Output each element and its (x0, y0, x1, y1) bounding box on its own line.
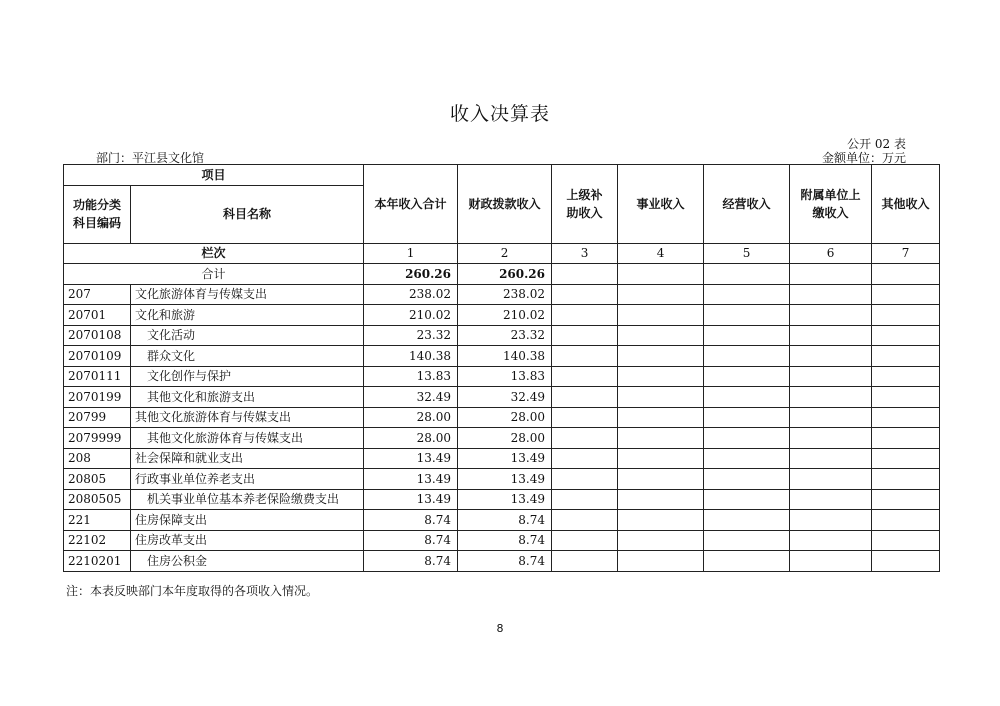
column-index-1: 1 (364, 243, 458, 264)
empty-cell (872, 366, 940, 387)
header-col-6: 附属单位上缴收入 (790, 165, 872, 244)
row-name: 群众文化 (131, 346, 364, 367)
column-index-7: 7 (872, 243, 940, 264)
empty-cell (704, 530, 790, 551)
table-row (64, 510, 940, 531)
empty-cell (790, 530, 872, 551)
row-name: 机关事业单位基本养老保险缴费支出 (131, 489, 364, 510)
table-row (64, 346, 940, 367)
empty-cell (872, 489, 940, 510)
empty-cell (790, 469, 872, 490)
table-row (64, 448, 940, 469)
empty-cell (872, 469, 940, 490)
header-col-3: 上级补助收入 (552, 165, 618, 244)
row-total: 28.00 (364, 428, 458, 449)
empty-cell (618, 530, 704, 551)
empty-cell (790, 284, 872, 305)
empty-cell (552, 428, 618, 449)
income-table (63, 164, 940, 572)
header-code: 功能分类科目编码 (64, 185, 131, 243)
empty-cell (872, 264, 940, 285)
table-row (64, 305, 940, 326)
column-index-6: 6 (790, 243, 872, 264)
row-code: 2210201 (64, 551, 131, 572)
empty-cell (704, 284, 790, 305)
row-code: 2070109 (64, 346, 131, 367)
row-name: 住房保障支出 (131, 510, 364, 531)
row-code: 20799 (64, 407, 131, 428)
row-code: 20805 (64, 469, 131, 490)
row-code: 207 (64, 284, 131, 305)
table-note: 注：本表反映部门本年度取得的各项收入情况。 (66, 584, 319, 598)
empty-cell (790, 325, 872, 346)
row-fiscal: 238.02 (458, 284, 552, 305)
table-row (64, 428, 940, 449)
row-code: 2070199 (64, 387, 131, 408)
row-name: 文化活动 (131, 325, 364, 346)
row-total: 32.49 (364, 387, 458, 408)
table-row (64, 407, 940, 428)
row-total: 13.49 (364, 448, 458, 469)
empty-cell (872, 325, 940, 346)
empty-cell (618, 305, 704, 326)
form-code: 公开 02 表 (847, 137, 906, 151)
row-code: 2070111 (64, 366, 131, 387)
row-fiscal: 8.74 (458, 551, 552, 572)
row-total: 23.32 (364, 325, 458, 346)
empty-cell (704, 407, 790, 428)
row-total: 13.49 (364, 469, 458, 490)
empty-cell (872, 510, 940, 531)
empty-cell (618, 489, 704, 510)
unit-label: 金额单位：万元 (821, 151, 906, 165)
empty-cell (618, 428, 704, 449)
empty-cell (552, 469, 618, 490)
header-name: 科目名称 (131, 185, 364, 243)
empty-cell (790, 489, 872, 510)
row-total: 210.02 (364, 305, 458, 326)
column-index-3: 3 (552, 243, 618, 264)
empty-cell (618, 366, 704, 387)
empty-cell (790, 428, 872, 449)
empty-cell (872, 530, 940, 551)
empty-cell (790, 407, 872, 428)
empty-cell (872, 428, 940, 449)
empty-cell (618, 346, 704, 367)
table-row (64, 551, 940, 572)
empty-cell (704, 264, 790, 285)
row-fiscal: 13.83 (458, 366, 552, 387)
empty-cell (704, 346, 790, 367)
department-label: 部门：平江县文化馆 (96, 151, 205, 165)
empty-cell (790, 366, 872, 387)
empty-cell (872, 346, 940, 367)
empty-cell (790, 387, 872, 408)
empty-cell (872, 284, 940, 305)
header-item: 项目 (64, 165, 364, 186)
table-row (64, 469, 940, 490)
empty-cell (872, 305, 940, 326)
row-fiscal: 210.02 (458, 305, 552, 326)
row-fiscal: 13.49 (458, 469, 552, 490)
row-name: 文化创作与保护 (131, 366, 364, 387)
header-col-7: 其他收入 (872, 165, 940, 244)
empty-cell (552, 325, 618, 346)
row-fiscal: 23.32 (458, 325, 552, 346)
row-total: 28.00 (364, 407, 458, 428)
page-number: 8 (496, 622, 504, 635)
empty-cell (552, 530, 618, 551)
empty-cell (552, 264, 618, 285)
row-total: 8.74 (364, 530, 458, 551)
row-total: 13.49 (364, 489, 458, 510)
row-fiscal: 28.00 (458, 407, 552, 428)
row-total: 8.74 (364, 551, 458, 572)
empty-cell (618, 325, 704, 346)
row-name: 社会保障和就业支出 (131, 448, 364, 469)
empty-cell (552, 387, 618, 408)
empty-cell (704, 469, 790, 490)
empty-cell (704, 428, 790, 449)
empty-cell (618, 387, 704, 408)
row-name: 住房公积金 (131, 551, 364, 572)
table-row (64, 325, 940, 346)
header-col-1: 本年收入合计 (364, 165, 458, 244)
row-name: 其他文化和旅游支出 (131, 387, 364, 408)
column-index-row (64, 243, 940, 264)
row-code: 2070108 (64, 325, 131, 346)
empty-cell (618, 407, 704, 428)
header-row-1 (64, 165, 940, 186)
total-income: 260.26 (364, 264, 458, 285)
header-col-2: 财政拨款收入 (458, 165, 552, 244)
row-total: 238.02 (364, 284, 458, 305)
row-fiscal: 28.00 (458, 428, 552, 449)
row-fiscal: 8.74 (458, 530, 552, 551)
row-fiscal: 140.38 (458, 346, 552, 367)
empty-cell (790, 346, 872, 367)
row-code: 208 (64, 448, 131, 469)
column-index-label: 栏次 (64, 243, 364, 264)
table-row (64, 387, 940, 408)
empty-cell (704, 325, 790, 346)
header-col-5: 经营收入 (704, 165, 790, 244)
row-total: 140.38 (364, 346, 458, 367)
empty-cell (790, 264, 872, 285)
empty-cell (704, 551, 790, 572)
empty-cell (704, 510, 790, 531)
row-code: 22102 (64, 530, 131, 551)
row-code: 2079999 (64, 428, 131, 449)
empty-cell (790, 305, 872, 326)
table-row (64, 284, 940, 305)
total-fiscal: 260.26 (458, 264, 552, 285)
empty-cell (618, 469, 704, 490)
empty-cell (618, 448, 704, 469)
column-index-4: 4 (618, 243, 704, 264)
row-code: 221 (64, 510, 131, 531)
empty-cell (618, 264, 704, 285)
empty-cell (704, 489, 790, 510)
column-index-2: 2 (458, 243, 552, 264)
row-code: 2080505 (64, 489, 131, 510)
empty-cell (552, 407, 618, 428)
row-name: 其他文化旅游体育与传媒支出 (131, 407, 364, 428)
empty-cell (552, 366, 618, 387)
row-name: 其他文化旅游体育与传媒支出 (131, 428, 364, 449)
table-row (64, 366, 940, 387)
empty-cell (618, 551, 704, 572)
header-col-4: 事业收入 (618, 165, 704, 244)
page-title: 收入决算表 (449, 103, 550, 125)
empty-cell (704, 448, 790, 469)
empty-cell (552, 346, 618, 367)
column-index-5: 5 (704, 243, 790, 264)
row-fiscal: 32.49 (458, 387, 552, 408)
row-fiscal: 13.49 (458, 448, 552, 469)
empty-cell (552, 305, 618, 326)
table-row (64, 489, 940, 510)
empty-cell (552, 551, 618, 572)
table-row (64, 530, 940, 551)
row-total: 8.74 (364, 510, 458, 531)
empty-cell (552, 489, 618, 510)
empty-cell (552, 284, 618, 305)
row-name: 住房改革支出 (131, 530, 364, 551)
empty-cell (704, 305, 790, 326)
empty-cell (872, 387, 940, 408)
total-label: 合计 (64, 264, 364, 285)
empty-cell (552, 510, 618, 531)
empty-cell (704, 387, 790, 408)
empty-cell (872, 448, 940, 469)
total-row (64, 264, 940, 285)
row-name: 文化和旅游 (131, 305, 364, 326)
row-code: 20701 (64, 305, 131, 326)
empty-cell (872, 407, 940, 428)
row-name: 行政事业单位养老支出 (131, 469, 364, 490)
empty-cell (618, 284, 704, 305)
empty-cell (704, 366, 790, 387)
empty-cell (790, 448, 872, 469)
row-name: 文化旅游体育与传媒支出 (131, 284, 364, 305)
empty-cell (790, 551, 872, 572)
row-total: 13.83 (364, 366, 458, 387)
empty-cell (872, 551, 940, 572)
row-fiscal: 8.74 (458, 510, 552, 531)
empty-cell (618, 510, 704, 531)
empty-cell (552, 448, 618, 469)
row-fiscal: 13.49 (458, 489, 552, 510)
empty-cell (790, 510, 872, 531)
